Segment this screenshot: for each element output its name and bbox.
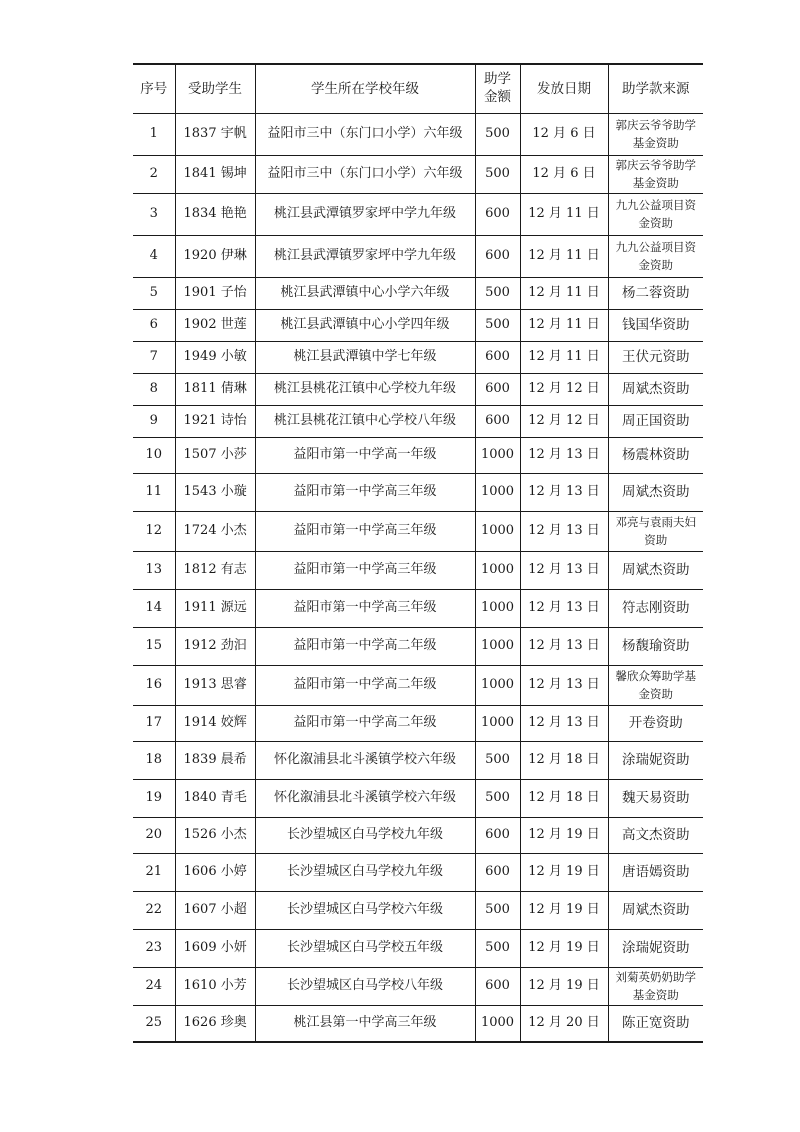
cell-student: 1724 小杰 (175, 512, 255, 552)
cell-school: 桃江县武潭镇中心小学四年级 (255, 310, 475, 342)
cell-date: 12 月 12 日 (520, 374, 608, 406)
cell-school: 益阳市第一中学高一年级 (255, 438, 475, 474)
cell-school: 长沙望城区白马学校九年级 (255, 818, 475, 854)
table-row (133, 628, 703, 666)
table-row (133, 278, 703, 310)
cell-index: 21 (133, 854, 175, 892)
cell-date: 12 月 19 日 (520, 854, 608, 892)
cell-amount: 600 (475, 818, 520, 854)
table-row (133, 310, 703, 342)
cell-source: 郭庆云爷爷助学基金资助 (608, 156, 703, 194)
cell-index: 8 (133, 374, 175, 406)
cell-amount: 1000 (475, 512, 520, 552)
cell-date: 12 月 19 日 (520, 930, 608, 968)
cell-date: 12 月 6 日 (520, 114, 608, 156)
cell-student: 1901 子怡 (175, 278, 255, 310)
cell-index: 12 (133, 512, 175, 552)
cell-index: 5 (133, 278, 175, 310)
cell-date: 12 月 12 日 (520, 406, 608, 438)
cell-school: 长沙望城区白马学校八年级 (255, 968, 475, 1006)
cell-source: 杨馥瑜资助 (608, 628, 703, 666)
table-row (133, 666, 703, 706)
cell-student: 1840 青毛 (175, 780, 255, 818)
cell-amount: 500 (475, 892, 520, 930)
cell-student: 1610 小芳 (175, 968, 255, 1006)
cell-school: 长沙望城区白马学校五年级 (255, 930, 475, 968)
cell-source: 陈正宽资助 (608, 1006, 703, 1042)
cell-student: 1920 伊琳 (175, 236, 255, 278)
table-row (133, 968, 703, 1006)
cell-index: 14 (133, 590, 175, 628)
cell-source: 馨欣众筹助学基金资助 (608, 666, 703, 706)
cell-student: 1914 姣辉 (175, 706, 255, 742)
header-date: 发放日期 (520, 64, 608, 114)
cell-source: 周斌杰资助 (608, 474, 703, 512)
cell-school: 益阳市三中（东门口小学）六年级 (255, 156, 475, 194)
table-row (133, 892, 703, 930)
cell-source: 九九公益项目资金资助 (608, 236, 703, 278)
cell-amount: 500 (475, 310, 520, 342)
cell-amount: 600 (475, 854, 520, 892)
cell-index: 11 (133, 474, 175, 512)
cell-amount: 1000 (475, 590, 520, 628)
cell-source: 涂瑞妮资助 (608, 742, 703, 780)
cell-student: 1913 思睿 (175, 666, 255, 706)
cell-index: 25 (133, 1006, 175, 1042)
table-row (133, 194, 703, 236)
cell-source: 杨震林资助 (608, 438, 703, 474)
cell-amount: 1000 (475, 552, 520, 590)
cell-source: 涂瑞妮资助 (608, 930, 703, 968)
cell-student: 1921 诗怡 (175, 406, 255, 438)
cell-amount: 600 (475, 342, 520, 374)
cell-school: 桃江县桃花江镇中心学校八年级 (255, 406, 475, 438)
cell-index: 2 (133, 156, 175, 194)
cell-index: 17 (133, 706, 175, 742)
cell-source: 魏天易资助 (608, 780, 703, 818)
cell-school: 益阳市第一中学高二年级 (255, 666, 475, 706)
cell-index: 4 (133, 236, 175, 278)
cell-source: 高文杰资助 (608, 818, 703, 854)
cell-student: 1626 珍奥 (175, 1006, 255, 1042)
cell-source: 邓亮与袁雨夫妇资助 (608, 512, 703, 552)
table-row (133, 512, 703, 552)
cell-school: 桃江县武潭镇中心小学六年级 (255, 278, 475, 310)
table-row (133, 706, 703, 742)
cell-date: 12 月 11 日 (520, 236, 608, 278)
cell-amount: 1000 (475, 706, 520, 742)
cell-index: 7 (133, 342, 175, 374)
cell-date: 12 月 13 日 (520, 590, 608, 628)
cell-date: 12 月 13 日 (520, 666, 608, 706)
cell-amount: 1000 (475, 628, 520, 666)
cell-index: 19 (133, 780, 175, 818)
cell-student: 1902 世莲 (175, 310, 255, 342)
cell-source: 杨二蓉资助 (608, 278, 703, 310)
table-row (133, 406, 703, 438)
table-row (133, 114, 703, 156)
cell-student: 1526 小杰 (175, 818, 255, 854)
cell-index: 18 (133, 742, 175, 780)
cell-amount: 500 (475, 278, 520, 310)
cell-source: 王伏元资助 (608, 342, 703, 374)
cell-student: 1812 有志 (175, 552, 255, 590)
cell-school: 益阳市第一中学高三年级 (255, 590, 475, 628)
cell-date: 12 月 13 日 (520, 474, 608, 512)
cell-index: 16 (133, 666, 175, 706)
cell-source: 钱国华资助 (608, 310, 703, 342)
cell-index: 15 (133, 628, 175, 666)
cell-date: 12 月 11 日 (520, 310, 608, 342)
table-body (133, 114, 703, 1042)
cell-amount: 1000 (475, 666, 520, 706)
cell-source: 周正国资助 (608, 406, 703, 438)
cell-student: 1543 小璇 (175, 474, 255, 512)
header-source: 助学款来源 (608, 64, 703, 114)
cell-student: 1839 晨希 (175, 742, 255, 780)
cell-amount: 1000 (475, 474, 520, 512)
cell-school: 长沙望城区白马学校九年级 (255, 854, 475, 892)
cell-student: 1912 劲汩 (175, 628, 255, 666)
cell-school: 桃江县武潭镇中学七年级 (255, 342, 475, 374)
cell-amount: 1000 (475, 438, 520, 474)
cell-source: 开卷资助 (608, 706, 703, 742)
table-header-row (133, 64, 703, 114)
cell-index: 13 (133, 552, 175, 590)
cell-index: 22 (133, 892, 175, 930)
cell-school: 益阳市第一中学高二年级 (255, 628, 475, 666)
cell-source: 周斌杰资助 (608, 552, 703, 590)
cell-date: 12 月 13 日 (520, 512, 608, 552)
cell-amount: 600 (475, 374, 520, 406)
cell-school: 桃江县武潭镇罗家坪中学九年级 (255, 236, 475, 278)
cell-date: 12 月 13 日 (520, 628, 608, 666)
cell-student: 1911 源远 (175, 590, 255, 628)
cell-student: 1811 倩琳 (175, 374, 255, 406)
cell-source: 刘菊英奶奶助学基金资助 (608, 968, 703, 1006)
table-row (133, 552, 703, 590)
table-row (133, 930, 703, 968)
cell-student: 1607 小超 (175, 892, 255, 930)
cell-school: 怀化溆浦县北斗溪镇学校六年级 (255, 780, 475, 818)
cell-school: 益阳市第一中学高三年级 (255, 512, 475, 552)
cell-amount: 1000 (475, 1006, 520, 1042)
cell-index: 9 (133, 406, 175, 438)
cell-school: 怀化溆浦县北斗溪镇学校六年级 (255, 742, 475, 780)
cell-date: 12 月 6 日 (520, 156, 608, 194)
cell-school: 桃江县桃花江镇中心学校九年级 (255, 374, 475, 406)
cell-index: 10 (133, 438, 175, 474)
cell-date: 12 月 19 日 (520, 818, 608, 854)
table-row (133, 438, 703, 474)
cell-amount: 600 (475, 406, 520, 438)
header-index: 序号 (133, 64, 175, 114)
table-row (133, 742, 703, 780)
table-row (133, 374, 703, 406)
table-row (133, 780, 703, 818)
header-school-grade: 学生所在学校年级 (255, 64, 475, 114)
cell-date: 12 月 19 日 (520, 968, 608, 1006)
cell-student: 1841 锡坤 (175, 156, 255, 194)
table-row (133, 818, 703, 854)
cell-source: 九九公益项目资金资助 (608, 194, 703, 236)
cell-date: 12 月 20 日 (520, 1006, 608, 1042)
cell-school: 益阳市第一中学高三年级 (255, 552, 475, 590)
cell-amount: 600 (475, 968, 520, 1006)
cell-amount: 500 (475, 114, 520, 156)
cell-index: 3 (133, 194, 175, 236)
cell-index: 1 (133, 114, 175, 156)
cell-date: 12 月 11 日 (520, 194, 608, 236)
header-amount: 助学金额 (475, 64, 520, 114)
cell-index: 20 (133, 818, 175, 854)
cell-amount: 500 (475, 156, 520, 194)
cell-source: 周斌杰资助 (608, 892, 703, 930)
cell-school: 桃江县武潭镇罗家坪中学九年级 (255, 194, 475, 236)
cell-date: 12 月 11 日 (520, 278, 608, 310)
table-row (133, 342, 703, 374)
cell-student: 1606 小婷 (175, 854, 255, 892)
table-row (133, 590, 703, 628)
cell-index: 24 (133, 968, 175, 1006)
cell-date: 12 月 13 日 (520, 438, 608, 474)
cell-amount: 500 (475, 930, 520, 968)
cell-amount: 600 (475, 236, 520, 278)
cell-school: 益阳市三中（东门口小学）六年级 (255, 114, 475, 156)
cell-student: 1837 宇帆 (175, 114, 255, 156)
cell-source: 唐语嫣资助 (608, 854, 703, 892)
cell-index: 6 (133, 310, 175, 342)
table-row (133, 236, 703, 278)
cell-source: 符志刚资助 (608, 590, 703, 628)
cell-amount: 500 (475, 742, 520, 780)
cell-date: 12 月 18 日 (520, 742, 608, 780)
cell-student: 1507 小莎 (175, 438, 255, 474)
cell-amount: 600 (475, 194, 520, 236)
cell-student: 1949 小敏 (175, 342, 255, 374)
cell-date: 12 月 13 日 (520, 706, 608, 742)
cell-date: 12 月 11 日 (520, 342, 608, 374)
cell-date: 12 月 19 日 (520, 892, 608, 930)
table-row (133, 854, 703, 892)
cell-source: 周斌杰资助 (608, 374, 703, 406)
grant-distribution-table (133, 63, 703, 1043)
cell-student: 1834 艳艳 (175, 194, 255, 236)
cell-amount: 500 (475, 780, 520, 818)
table-row (133, 474, 703, 512)
cell-source: 郭庆云爷爷助学基金资助 (608, 114, 703, 156)
table-row (133, 1006, 703, 1042)
cell-school: 益阳市第一中学高三年级 (255, 474, 475, 512)
cell-student: 1609 小妍 (175, 930, 255, 968)
cell-school: 益阳市第一中学高二年级 (255, 706, 475, 742)
cell-index: 23 (133, 930, 175, 968)
cell-school: 桃江县第一中学高三年级 (255, 1006, 475, 1042)
header-student: 受助学生 (175, 64, 255, 114)
table-row (133, 156, 703, 194)
cell-school: 长沙望城区白马学校六年级 (255, 892, 475, 930)
cell-date: 12 月 13 日 (520, 552, 608, 590)
cell-date: 12 月 18 日 (520, 780, 608, 818)
